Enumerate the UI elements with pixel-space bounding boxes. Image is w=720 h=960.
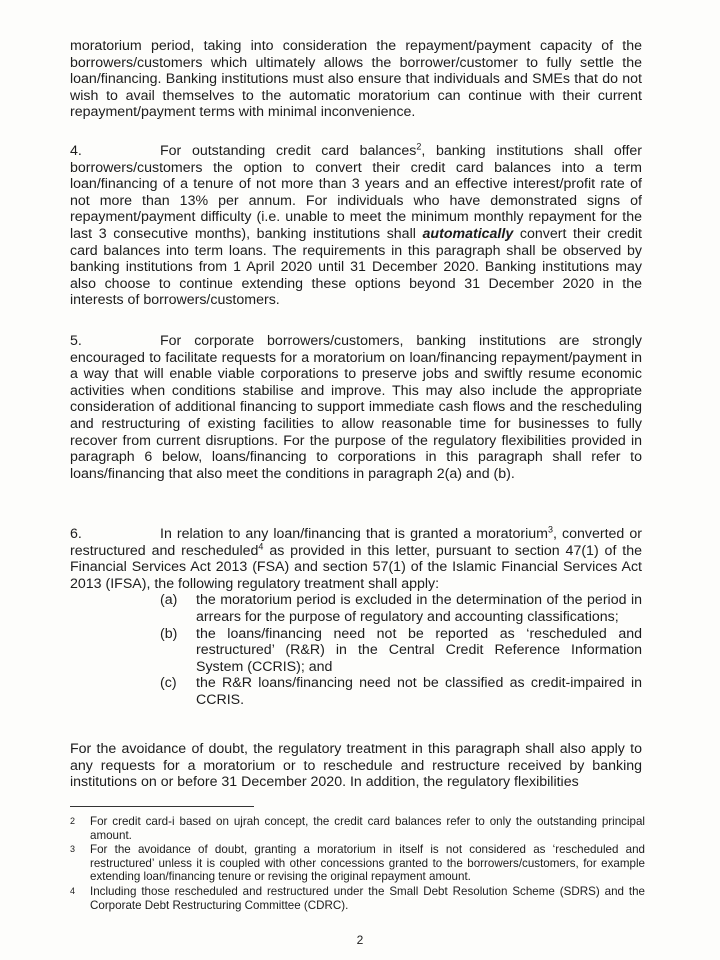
- paragraph-text: as provided in this letter, pursuant to section 47(1) of the Financial Services Act 2013 (FSA) and section 57(1) of the Islamic Financial Services Act 2013 (IFSA), the following regulatory treatment shall apply:: [70, 542, 642, 592]
- footnote-number: 2: [70, 816, 76, 826]
- page-number: 2: [356, 933, 364, 947]
- footnote-text: For the avoidance of doubt, granting a moratorium in itself is not considered as ‘rescheduled and restructured’ unless it is coupled with other concessions granted to the borrowers/customers, for example extending loan/financing tenure or revising the original repayment amount.: [90, 843, 645, 884]
- paragraph-text: convert their credit card balances into term loans. The requirements in this paragraph shall be observed by banking institutions from 1 April 2020 until 31 December 2020. Banking institutions may also choose to continue extending these options beyond 31 December 2020 in the interests of borrowers/customers.: [70, 225, 642, 309]
- list-item-label: (c): [160, 675, 177, 692]
- paragraph-6: [70, 526, 642, 709]
- footnote-number: 4: [70, 885, 76, 896]
- paragraph-text: , converted or restructured and rescheduled: [70, 526, 642, 559]
- footnote-3: [70, 843, 645, 884]
- list-item-text: the moratorium period is excluded in the determination of the period in arrears for the purpose of regulatory and accounting classifications;: [196, 592, 642, 625]
- paragraph-5: [70, 333, 642, 482]
- list-item: [160, 592, 642, 625]
- emphasis-text: automatically: [422, 225, 514, 242]
- regulatory-treatment-list: [70, 592, 642, 708]
- paragraph-4: [70, 143, 642, 309]
- paragraph-number: 5.: [70, 333, 82, 349]
- paragraph-text: For outstanding credit card balances: [160, 143, 417, 159]
- list-item: [160, 626, 642, 676]
- list-item-label: (b): [160, 625, 178, 642]
- paragraph-number: 4.: [70, 143, 82, 159]
- list-item: [160, 675, 642, 708]
- footnote-ref-3[interactable]: 3: [547, 524, 553, 535]
- footnote-text: For credit card-i based on ujrah concept, the credit card balances refer to only the outstanding principal amount.: [90, 815, 645, 842]
- footnote-ref-2[interactable]: 2: [416, 141, 422, 152]
- paragraph-number: 6.: [70, 526, 82, 542]
- paragraph-3-continuation: moratorium period, taking into consideration the repayment/payment capacity of the borrowers/customers which ultimately allows the borrower/customer to fully settle the loan/financing. Banking institutions must also ensure that individuals and SMEs that do not wish to avail themselves to the automatic moratorium can continue with their current repayment/payment terms with minimal inconvenience.: [70, 38, 642, 121]
- footnotes: [70, 815, 645, 913]
- footnote-divider: [70, 806, 254, 807]
- footnote-number: 3: [70, 844, 76, 855]
- paragraph-6-continuation: For the avoidance of doubt, the regulatory treatment in this paragraph shall also apply to any requests for a moratorium or to reschedule and restructure received by banking institutions on or before 31 December 2020. In addition, the regulatory flexibilities: [70, 741, 642, 791]
- list-item-text: the loans/financing need not be reported as ‘rescheduled and restructured’ (R&R) in the Central Credit Reference Information System (CCRIS); and: [196, 625, 642, 675]
- paragraph-text: , banking institutions shall offer borrowers/customers the option to convert their credit card balances into a term loan/financing of a tenure of not more than 3 years and an effective interest/profit rate of not more than 13% per annum. For individuals who have demonstrated signs of repayment/payment difficulty (i.e. unable to meet the minimum monthly repayment for the last 3 consecutive months), banking institutions shall: [70, 143, 643, 242]
- list-item-text: the R&R loans/financing need not be classified as credit-impaired in CCRIS.: [196, 675, 642, 708]
- footnote-ref-4[interactable]: 4: [258, 540, 264, 551]
- paragraph-text: In relation to any loan/financing that is granted a moratorium: [160, 526, 548, 542]
- footnote-2: [70, 815, 645, 842]
- list-item-label: (a): [160, 592, 178, 609]
- footnote-text: Including those rescheduled and restructured under the Small Debt Resolution Scheme (SDRS) and the Corporate Debt Restructuring Committee (CDRC).: [90, 884, 645, 912]
- footnote-4: [70, 885, 645, 912]
- paragraph-text: For corporate borrowers/customers, banking institutions are strongly encouraged to facilitate requests for a moratorium on loan/financing repayment/payment in a way that will enable viable corporations to preserve jobs and swiftly resume economic activities when conditions stabilise and improve. This may also include the appropriate consideration of additional financing to support immediate cash flows and the rescheduling and restructuring of existing facilities to allow reasonable time for businesses to fully recover from current disruptions. For the purpose of the regulatory flexibilities provided in paragraph 6 below, loans/financing to corporations in this paragraph shall refer to loans/financing that also meet the conditions in paragraph 2(a) and (b).: [70, 333, 642, 482]
